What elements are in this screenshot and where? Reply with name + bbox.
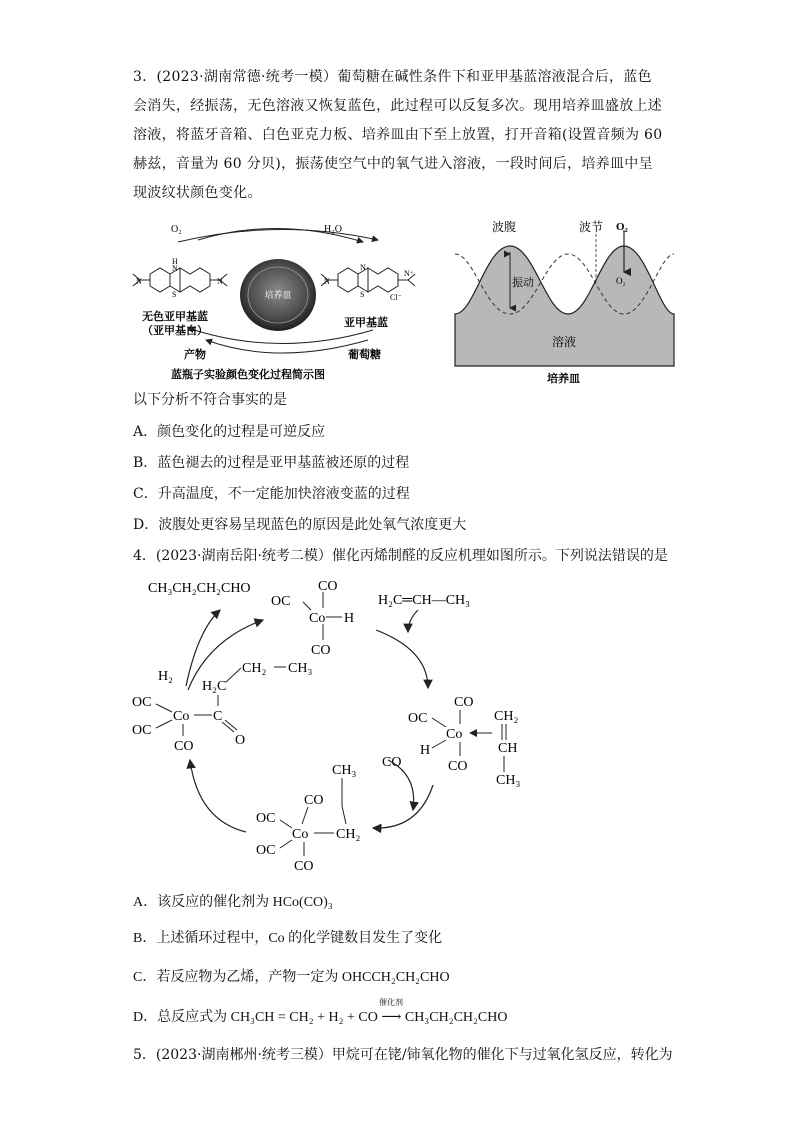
svg-text:Co: Co — [309, 611, 326, 626]
svg-text:CO: CO — [454, 695, 474, 710]
h2o-label: H₂O — [324, 224, 342, 235]
svg-text:C: C — [213, 709, 223, 724]
o2-in-label: O₂ — [616, 276, 626, 286]
svg-text:OC: OC — [132, 695, 152, 710]
svg-text:S: S — [360, 290, 365, 299]
q4-text: 4．(2023·湖南岳阳·统考二模）催化丙烯制醛的反应机理如图所示。下列说法错误的是 — [133, 548, 668, 564]
leuco-name-alt: （亚甲基白） — [142, 325, 208, 337]
svg-text:H₂C: H₂C — [202, 679, 227, 694]
svg-text:CO: CO — [174, 739, 194, 754]
svg-text:CH₂: CH₂ — [242, 661, 267, 676]
svg-text:CO: CO — [294, 859, 314, 874]
svg-text:Co: Co — [292, 827, 309, 842]
product-formula: CH₃CH₂CH₂CHO — [148, 581, 251, 596]
vibration-label: 振动 — [512, 277, 534, 289]
svg-text:CO: CO — [318, 579, 338, 594]
q3-stem: 以下分析不符合事实的是 — [133, 392, 287, 408]
blue-bottle-figure — [128, 218, 440, 384]
q3-text: 3．(2023·湖南常德·统考一模）葡萄糖在碱性条件下和亚甲基蓝溶液混合后，蓝色会消失，经振荡，无色溶液又恢复蓝色，此过程可以反复多次。现用培养皿盛放上述溶液，将蓝牙音箱、白色亚克力板、培养皿由下至上放置，打开音箱(设置音频为 60 赫兹，音量为 60 分贝)，振荡使空气中的氧气进入溶液，一段时间后，培养皿中呈现波纹状颜色变化。 — [133, 69, 663, 201]
antinode-label: 波腹 — [492, 220, 517, 234]
svg-text:OC: OC — [408, 711, 428, 726]
methylene-blue-name: 亚甲基蓝 — [344, 317, 388, 329]
q4-option-d-text: D．总反应式为 CH₃CH = CH₂ + H₂ + CO ⟶ CH₃CH₂CH₂CHO — [133, 1010, 508, 1025]
svg-text:Co: Co — [173, 709, 190, 724]
q4-option-c: C．若反应物为乙烯，产物一定为 OHCCH₂CH₂CHO — [133, 970, 450, 985]
svg-text:N: N — [217, 277, 223, 286]
methylene-blue-structure — [321, 268, 415, 292]
svg-text:N: N — [136, 277, 142, 286]
glucose-label: 葡萄糖 — [348, 349, 381, 361]
svg-text:CO: CO — [382, 755, 402, 770]
svg-text:CH₃: CH₃ — [332, 763, 357, 778]
svg-text:CH₂: CH₂ — [494, 709, 519, 724]
svg-text:CH: CH — [498, 741, 518, 756]
left-figure-caption: 蓝瓶子实验颜色变化过程简示图 — [171, 369, 325, 381]
svg-text:OC: OC — [132, 723, 152, 738]
h2-formula: H₂ — [158, 669, 173, 684]
wave-dish-figure — [452, 214, 678, 386]
catalytic-cycle-diagram — [128, 570, 548, 880]
q3-option-b: B．蓝色褪去的过程是亚甲基蓝被还原的过程 — [133, 455, 410, 471]
solution-label: 溶液 — [552, 335, 577, 349]
dish-label: 培养皿 — [264, 290, 292, 300]
svg-text:N⁺: N⁺ — [404, 269, 414, 278]
leuco-name: 无色亚甲基蓝 — [142, 311, 208, 323]
svg-text:Cl⁻: Cl⁻ — [390, 293, 402, 302]
svg-text:H: H — [344, 611, 355, 626]
svg-text:CO: CO — [448, 759, 468, 774]
o2-label: O₂ — [171, 224, 182, 235]
svg-text:OC: OC — [271, 594, 291, 609]
q3-option-d: D．波腹处更容易呈现蓝色的原因是此处氧气浓度更大 — [133, 517, 467, 533]
q4-option-b: B．上述循环过程中，Co 的化学键数目发生了变化 — [133, 931, 443, 946]
svg-text:CO: CO — [311, 643, 331, 658]
svg-text:S: S — [172, 290, 177, 299]
arrow-top-right — [178, 229, 378, 242]
svg-text:H: H — [172, 257, 178, 266]
q5-text: 5．(2023·湖南郴州·统考三模）甲烷可在铑/铈氧化物的催化下与过氧化氢反应，转化为 — [133, 1047, 673, 1063]
svg-text:CH₂: CH₂ — [336, 827, 361, 842]
svg-text:OC: OC — [256, 811, 276, 826]
svg-text:N: N — [324, 277, 330, 286]
svg-text:N: N — [172, 264, 178, 273]
o2-top-label: O₂ — [616, 221, 628, 233]
svg-text:OC: OC — [256, 843, 276, 858]
right-figure-caption: 培养皿 — [547, 373, 580, 385]
propene-formula: H₂C═CH—CH₃ — [378, 593, 471, 608]
svg-text:Co: Co — [446, 727, 463, 742]
svg-text:H: H — [420, 743, 431, 758]
svg-text:N: N — [360, 263, 366, 272]
q3-option-c: C．升高温度，不一定能加快溶液变蓝的过程 — [133, 486, 410, 502]
catalyst-label: 催化剂 — [379, 998, 403, 1007]
arrow-bottom-right — [206, 340, 368, 353]
q4-option-d — [133, 998, 508, 1026]
product-label: 产物 — [184, 349, 206, 361]
node-label: 波节 — [579, 220, 604, 234]
svg-text:CO: CO — [304, 793, 324, 808]
leuco-methylene-blue-structure — [133, 268, 227, 292]
svg-text:O: O — [235, 733, 246, 748]
q4-option-a: A．该反应的催化剂为 HCo(CO)₃ — [133, 895, 333, 910]
svg-text:CH₃: CH₃ — [288, 661, 313, 676]
svg-text:CH₃: CH₃ — [496, 773, 521, 788]
q3-option-a: A．颜色变化的过程是可逆反应 — [133, 424, 326, 440]
